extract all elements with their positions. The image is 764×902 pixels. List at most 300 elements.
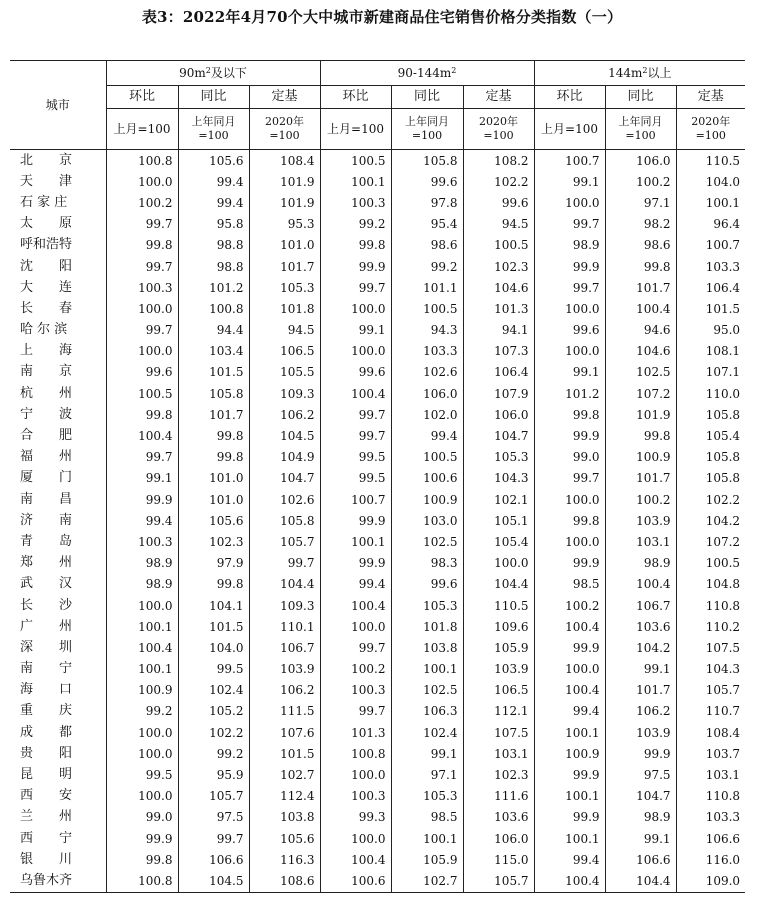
index-value-cell: 100.1 [676, 192, 745, 213]
index-value-cell: 106.0 [463, 404, 534, 425]
index-value-cell: 106.2 [249, 404, 320, 425]
table-row [10, 595, 745, 616]
city-cell: 西 宁 [20, 830, 73, 846]
city-cell: 太 原 [20, 216, 73, 232]
index-value-cell: 99.7 [106, 320, 178, 341]
metric-header-fixed: 定基 [249, 86, 320, 109]
index-value-cell: 105.8 [249, 510, 320, 531]
index-value-cell: 100.0 [463, 553, 534, 574]
base-header-mom-text: 上月=100 [113, 122, 171, 136]
group-header-medium-base: 90-144m [397, 66, 452, 80]
index-value-cell: 107.6 [249, 722, 320, 743]
index-value-cell: 96.4 [676, 214, 745, 235]
metric-header-yoy: 同比 [178, 86, 249, 109]
index-value-cell: 100.7 [320, 489, 391, 510]
index-value-cell: 116.0 [676, 849, 745, 870]
group-header-small-sup: 2 [205, 66, 211, 75]
index-value-cell: 100.0 [106, 743, 178, 764]
base-header-yoy-line1: 上年同月 [618, 115, 663, 128]
index-value-cell: 101.9 [249, 192, 320, 213]
table-row [10, 743, 745, 764]
metric-header-yoy: 同比 [605, 86, 676, 109]
base-header-mom-text: 上月=100 [327, 122, 384, 136]
index-value-cell: 98.9 [534, 235, 605, 256]
index-value-cell: 100.0 [320, 298, 391, 319]
index-value-cell: 105.8 [676, 447, 745, 468]
index-value-cell: 97.1 [605, 192, 676, 213]
index-value-cell: 102.4 [178, 680, 249, 701]
table-row [10, 659, 745, 680]
city-cell: 大 连 [20, 279, 73, 295]
index-value-cell: 98.6 [391, 235, 463, 256]
index-value-cell: 99.8 [178, 425, 249, 446]
city-cell: 呼和浩特 [20, 237, 73, 253]
index-value-cell: 109.3 [249, 383, 320, 404]
index-value-cell: 100.0 [106, 298, 178, 319]
table-row [10, 489, 745, 510]
index-value-cell: 100.4 [320, 595, 391, 616]
index-value-cell: 100.0 [320, 616, 391, 637]
index-value-cell: 106.7 [605, 595, 676, 616]
index-value-cell: 102.2 [676, 489, 745, 510]
index-value-cell: 103.1 [605, 531, 676, 552]
index-value-cell: 105.5 [249, 362, 320, 383]
index-value-cell: 99.4 [534, 701, 605, 722]
index-value-cell: 106.7 [249, 637, 320, 658]
index-value-cell: 99.7 [106, 447, 178, 468]
index-value-cell: 101.9 [605, 404, 676, 425]
index-value-cell: 100.0 [534, 531, 605, 552]
index-value-cell: 101.5 [676, 298, 745, 319]
index-value-cell: 97.5 [178, 807, 249, 828]
table-row [10, 828, 745, 849]
index-value-cell: 100.3 [320, 680, 391, 701]
metric-header-mom: 环比 [106, 86, 178, 109]
index-value-cell: 105.6 [249, 828, 320, 849]
city-cell: 重 庆 [20, 703, 73, 719]
index-value-cell: 100.0 [106, 171, 178, 192]
index-value-cell: 105.7 [249, 531, 320, 552]
index-value-cell: 103.4 [178, 341, 249, 362]
table-row [10, 764, 745, 785]
index-value-cell: 97.5 [605, 764, 676, 785]
index-value-cell: 102.1 [463, 489, 534, 510]
index-value-cell: 104.8 [676, 574, 745, 595]
index-value-cell: 99.8 [534, 404, 605, 425]
group-header-medium-sup: 2 [451, 66, 457, 75]
index-value-cell: 106.0 [605, 150, 676, 172]
index-value-cell: 102.6 [391, 362, 463, 383]
index-value-cell: 95.3 [249, 214, 320, 235]
table-row [10, 298, 745, 319]
index-value-cell: 99.9 [320, 553, 391, 574]
city-cell: 深 圳 [20, 639, 73, 655]
index-value-cell: 100.4 [106, 425, 178, 446]
index-value-cell: 99.8 [178, 447, 249, 468]
index-value-cell: 100.9 [106, 680, 178, 701]
index-value-cell: 102.7 [249, 764, 320, 785]
metric-header-yoy: 同比 [391, 86, 463, 109]
header-group-row [10, 61, 745, 86]
city-cell: 福 州 [20, 449, 73, 465]
index-value-cell: 99.9 [534, 425, 605, 446]
index-value-cell: 102.4 [391, 722, 463, 743]
index-value-cell: 105.1 [463, 510, 534, 531]
index-value-cell: 99.8 [605, 256, 676, 277]
index-value-cell: 99.7 [320, 404, 391, 425]
table-row [10, 192, 745, 213]
index-value-cell: 100.9 [605, 447, 676, 468]
base-header-fixed-line1: 2020年 [265, 115, 304, 128]
table-body [10, 150, 745, 893]
index-value-cell: 104.6 [463, 277, 534, 298]
index-value-cell: 100.0 [106, 595, 178, 616]
table-row [10, 468, 745, 489]
index-value-cell: 112.4 [249, 786, 320, 807]
index-value-cell: 100.3 [106, 277, 178, 298]
metric-header-mom: 环比 [320, 86, 391, 109]
index-value-cell: 99.7 [106, 214, 178, 235]
index-value-cell: 98.6 [605, 235, 676, 256]
index-value-cell: 99.9 [320, 510, 391, 531]
table-row [10, 786, 745, 807]
index-value-cell: 99.1 [605, 828, 676, 849]
index-value-cell: 103.1 [676, 764, 745, 785]
index-value-cell: 99.5 [320, 447, 391, 468]
index-value-cell: 99.2 [320, 214, 391, 235]
city-cell: 北 京 [20, 152, 73, 168]
index-value-cell: 99.0 [106, 807, 178, 828]
index-value-cell: 107.1 [676, 362, 745, 383]
index-value-cell: 109.3 [249, 595, 320, 616]
index-value-cell: 105.3 [463, 447, 534, 468]
index-value-cell: 100.5 [320, 150, 391, 172]
city-cell: 天 津 [20, 173, 73, 189]
index-value-cell: 98.2 [605, 214, 676, 235]
city-cell: 上 海 [20, 343, 73, 359]
base-header-mom [320, 109, 391, 150]
index-value-cell: 107.5 [676, 637, 745, 658]
index-value-cell: 105.6 [178, 150, 249, 172]
index-value-cell: 105.7 [463, 870, 534, 892]
table-row [10, 807, 745, 828]
index-value-cell: 106.2 [249, 680, 320, 701]
index-value-cell: 110.5 [463, 595, 534, 616]
index-value-cell: 108.4 [249, 150, 320, 172]
index-value-cell: 100.8 [106, 150, 178, 172]
index-value-cell: 99.6 [106, 362, 178, 383]
index-value-cell: 101.7 [178, 404, 249, 425]
index-value-cell: 100.3 [320, 786, 391, 807]
index-value-cell: 101.7 [605, 680, 676, 701]
index-value-cell: 103.0 [391, 510, 463, 531]
index-value-cell: 100.1 [534, 786, 605, 807]
index-value-cell: 105.4 [463, 531, 534, 552]
city-cell: 济 南 [20, 512, 73, 528]
index-value-cell: 104.4 [605, 870, 676, 892]
base-header-yoy [605, 109, 676, 150]
index-value-cell: 110.1 [249, 616, 320, 637]
index-value-cell: 99.7 [320, 637, 391, 658]
index-value-cell: 99.8 [106, 849, 178, 870]
index-value-cell: 99.1 [534, 171, 605, 192]
index-value-cell: 104.0 [676, 171, 745, 192]
index-value-cell: 105.9 [391, 849, 463, 870]
header-base-row [10, 109, 745, 150]
index-value-cell: 105.9 [463, 637, 534, 658]
index-value-cell: 98.9 [106, 553, 178, 574]
index-value-cell: 106.4 [463, 362, 534, 383]
city-cell: 海 口 [20, 682, 73, 698]
index-value-cell: 101.0 [249, 235, 320, 256]
base-header-yoy-line2: =100 [411, 129, 443, 142]
table-row [10, 510, 745, 531]
city-cell: 青 岛 [20, 533, 73, 549]
index-value-cell: 99.6 [463, 192, 534, 213]
index-value-cell: 98.9 [605, 807, 676, 828]
index-value-cell: 101.5 [178, 616, 249, 637]
index-value-cell: 103.6 [605, 616, 676, 637]
index-value-cell: 99.0 [534, 447, 605, 468]
index-value-cell: 103.3 [391, 341, 463, 362]
index-value-cell: 103.9 [463, 659, 534, 680]
index-value-cell: 100.0 [106, 786, 178, 807]
index-value-cell: 99.8 [605, 425, 676, 446]
index-value-cell: 103.3 [676, 256, 745, 277]
index-value-cell: 101.7 [249, 256, 320, 277]
index-value-cell: 105.8 [391, 150, 463, 172]
base-header-mom [534, 109, 605, 150]
index-value-cell: 99.7 [178, 828, 249, 849]
index-value-cell: 108.1 [676, 341, 745, 362]
index-value-cell: 100.1 [320, 531, 391, 552]
index-value-cell: 99.4 [178, 192, 249, 213]
index-value-cell: 101.3 [463, 298, 534, 319]
index-value-cell: 95.9 [178, 764, 249, 785]
index-value-cell: 108.6 [249, 870, 320, 892]
city-cell: 宁 波 [20, 406, 73, 422]
metric-header-fixed: 定基 [676, 86, 745, 109]
index-value-cell: 98.8 [178, 256, 249, 277]
index-value-cell: 103.8 [249, 807, 320, 828]
header-metric-row [10, 86, 745, 109]
index-value-cell: 106.2 [605, 701, 676, 722]
index-value-cell: 99.8 [320, 235, 391, 256]
city-cell: 长 春 [20, 300, 73, 316]
city-cell: 武 汉 [20, 576, 73, 592]
index-value-cell: 99.6 [534, 320, 605, 341]
index-value-cell: 110.8 [676, 786, 745, 807]
city-cell: 哈 尔 滨 [20, 322, 68, 338]
city-cell: 南 宁 [20, 661, 73, 677]
index-value-cell: 104.7 [463, 425, 534, 446]
index-value-cell: 105.4 [676, 425, 745, 446]
index-value-cell: 99.4 [178, 171, 249, 192]
index-value-cell: 100.0 [534, 489, 605, 510]
city-column-header: 城市 [10, 61, 106, 150]
index-value-cell: 99.1 [391, 743, 463, 764]
index-value-cell: 104.5 [249, 425, 320, 446]
index-value-cell: 99.3 [320, 807, 391, 828]
base-header-yoy-line1: 上年同月 [405, 115, 449, 128]
base-header-yoy-line2: =100 [198, 129, 229, 142]
index-value-cell: 99.9 [534, 764, 605, 785]
base-header-yoy-line1: 上年同月 [191, 115, 236, 128]
city-cell: 郑 州 [20, 555, 73, 571]
index-value-cell: 107.5 [463, 722, 534, 743]
index-value-cell: 99.7 [320, 701, 391, 722]
index-value-cell: 101.2 [178, 277, 249, 298]
index-value-cell: 102.5 [391, 531, 463, 552]
index-value-cell: 105.2 [178, 701, 249, 722]
index-value-cell: 103.9 [605, 510, 676, 531]
index-value-cell: 99.9 [534, 553, 605, 574]
index-value-cell: 100.6 [391, 468, 463, 489]
city-cell: 银 川 [20, 851, 73, 867]
table-header [10, 61, 745, 150]
index-value-cell: 106.0 [463, 828, 534, 849]
index-value-cell: 108.4 [676, 722, 745, 743]
city-cell: 杭 州 [20, 385, 73, 401]
group-header-large-sup: 2 [642, 66, 648, 75]
index-value-cell: 100.0 [320, 764, 391, 785]
index-value-cell: 99.8 [106, 404, 178, 425]
index-value-cell: 99.2 [391, 256, 463, 277]
index-value-cell: 100.8 [320, 743, 391, 764]
index-value-cell: 100.0 [320, 341, 391, 362]
index-value-cell: 110.8 [676, 595, 745, 616]
base-header-fixed-line2: =100 [483, 129, 514, 142]
base-header-fixed [676, 109, 745, 150]
index-value-cell: 98.9 [106, 574, 178, 595]
city-cell: 合 肥 [20, 428, 73, 444]
index-value-cell: 95.0 [676, 320, 745, 341]
city-cell: 兰 州 [20, 809, 73, 825]
city-cell: 乌鲁木齐 [10, 870, 106, 892]
index-value-cell: 101.0 [178, 468, 249, 489]
index-value-cell: 94.5 [249, 320, 320, 341]
index-value-cell: 99.7 [534, 277, 605, 298]
base-header-fixed [249, 109, 320, 150]
index-value-cell: 108.2 [463, 150, 534, 172]
index-value-cell: 100.1 [106, 659, 178, 680]
index-value-cell: 106.3 [391, 701, 463, 722]
group-header-small-suffix: 及以下 [210, 66, 247, 80]
index-value-cell: 104.9 [249, 447, 320, 468]
table-row [10, 849, 745, 870]
index-value-cell: 100.0 [106, 722, 178, 743]
index-value-cell: 100.5 [391, 447, 463, 468]
index-value-cell: 101.7 [605, 468, 676, 489]
table-row [10, 722, 745, 743]
index-value-cell: 100.1 [391, 828, 463, 849]
city-cell: 广 州 [20, 618, 73, 634]
table-row [10, 870, 745, 892]
price-index-table [10, 60, 745, 893]
index-value-cell: 103.7 [676, 743, 745, 764]
index-value-cell: 104.0 [178, 637, 249, 658]
index-value-cell: 100.0 [106, 341, 178, 362]
index-value-cell: 105.8 [676, 404, 745, 425]
index-value-cell: 105.7 [178, 786, 249, 807]
index-value-cell: 105.6 [178, 510, 249, 531]
index-value-cell: 98.9 [605, 553, 676, 574]
index-value-cell: 103.9 [249, 659, 320, 680]
index-value-cell: 97.8 [391, 192, 463, 213]
index-value-cell: 102.5 [605, 362, 676, 383]
index-value-cell: 105.3 [249, 277, 320, 298]
index-value-cell: 100.4 [320, 383, 391, 404]
index-value-cell: 99.7 [320, 425, 391, 446]
index-value-cell: 99.2 [178, 743, 249, 764]
index-value-cell: 99.7 [106, 256, 178, 277]
index-value-cell: 100.7 [676, 235, 745, 256]
index-value-cell: 99.8 [534, 510, 605, 531]
index-value-cell: 98.3 [391, 553, 463, 574]
index-value-cell: 104.1 [178, 595, 249, 616]
index-value-cell: 100.1 [534, 828, 605, 849]
index-value-cell: 98.5 [391, 807, 463, 828]
metric-header-fixed: 定基 [463, 86, 534, 109]
index-value-cell: 111.6 [463, 786, 534, 807]
city-cell: 贵 阳 [20, 745, 73, 761]
index-value-cell: 103.8 [391, 637, 463, 658]
index-value-cell: 101.8 [249, 298, 320, 319]
index-value-cell: 110.7 [676, 701, 745, 722]
index-value-cell: 99.9 [534, 637, 605, 658]
index-value-cell: 99.5 [106, 764, 178, 785]
index-value-cell: 107.9 [463, 383, 534, 404]
index-value-cell: 105.7 [676, 680, 745, 701]
table-row [10, 235, 745, 256]
index-value-cell: 94.3 [391, 320, 463, 341]
index-value-cell: 100.1 [534, 722, 605, 743]
index-value-cell: 99.4 [320, 574, 391, 595]
index-value-cell: 97.9 [178, 553, 249, 574]
index-value-cell: 99.6 [391, 171, 463, 192]
index-value-cell: 100.4 [605, 298, 676, 319]
base-header-yoy [178, 109, 249, 150]
index-value-cell: 100.5 [676, 553, 745, 574]
index-value-cell: 106.5 [463, 680, 534, 701]
table-row [10, 680, 745, 701]
table-row [10, 341, 745, 362]
index-value-cell: 102.2 [178, 722, 249, 743]
index-value-cell: 101.5 [249, 743, 320, 764]
index-value-cell: 100.0 [320, 828, 391, 849]
city-cell: 沈 阳 [20, 258, 73, 274]
base-header-fixed-line1: 2020年 [479, 115, 519, 128]
index-value-cell: 101.1 [391, 277, 463, 298]
city-cell: 石 家 庄 [20, 194, 68, 210]
index-value-cell: 100.8 [106, 870, 178, 892]
index-value-cell: 100.4 [534, 680, 605, 701]
index-value-cell: 100.1 [106, 616, 178, 637]
index-value-cell: 99.4 [391, 425, 463, 446]
city-cell: 昆 明 [20, 767, 73, 783]
index-value-cell: 99.5 [320, 468, 391, 489]
index-value-cell: 104.3 [676, 659, 745, 680]
index-value-cell: 94.6 [605, 320, 676, 341]
index-value-cell: 99.4 [534, 849, 605, 870]
metric-header-mom: 环比 [534, 86, 605, 109]
base-header-mom-text: 上月=100 [541, 122, 599, 136]
index-value-cell: 99.9 [534, 807, 605, 828]
table-title: 表3：2022年4月70个大中城市新建商品住宅销售价格分类指数（一） [141, 8, 623, 26]
index-value-cell: 104.4 [463, 574, 534, 595]
index-value-cell: 101.7 [605, 277, 676, 298]
index-value-cell: 100.5 [463, 235, 534, 256]
